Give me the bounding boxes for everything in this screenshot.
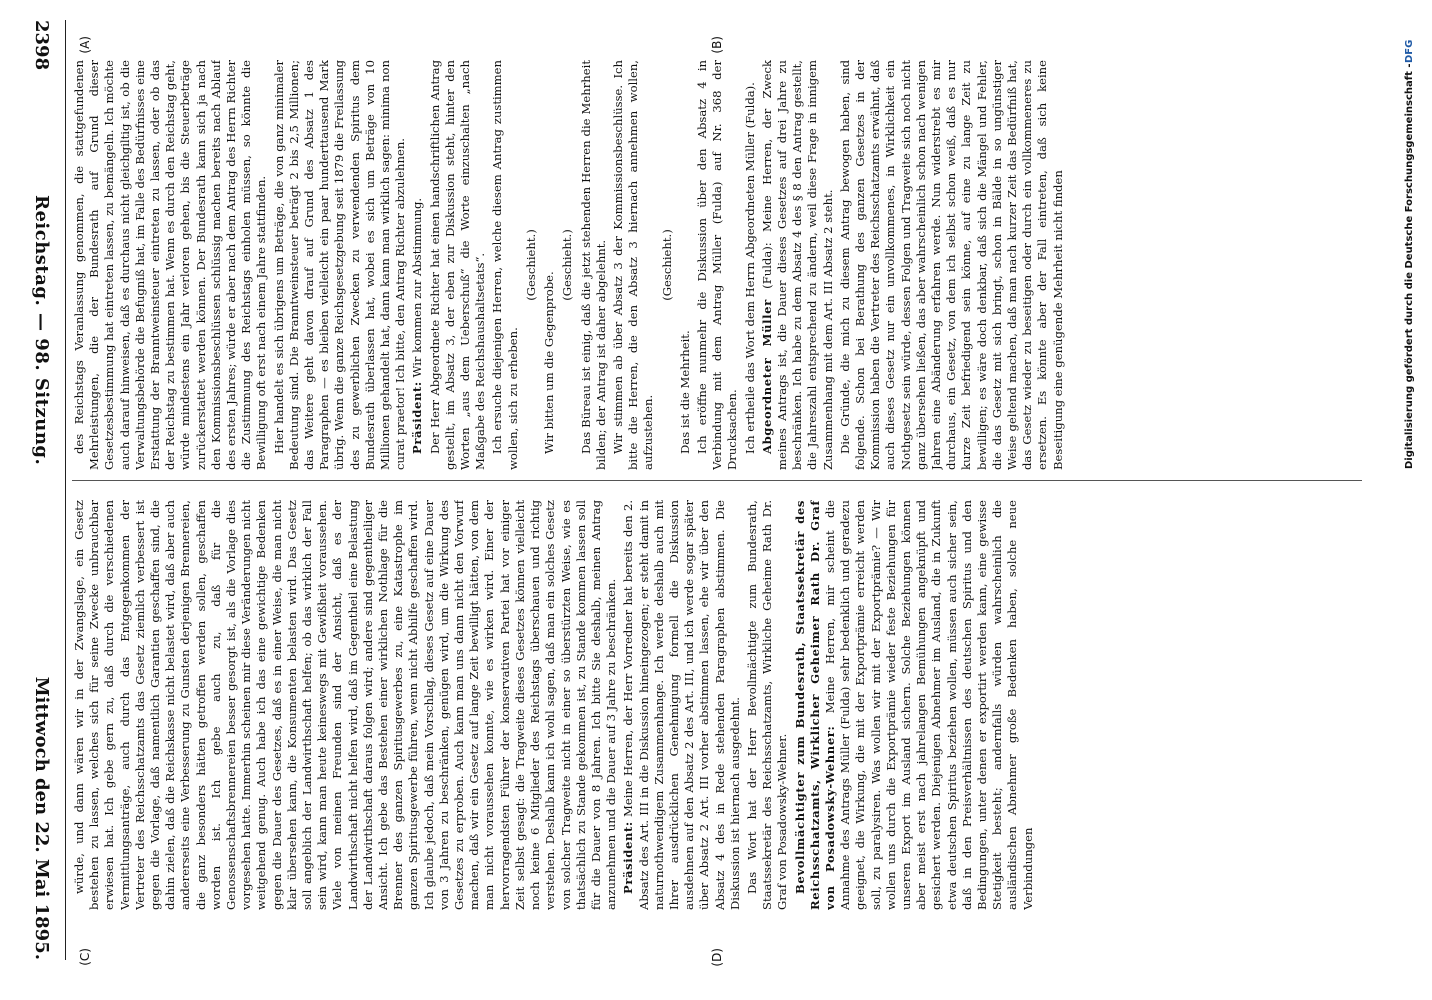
digitization-credit (1404, 40, 1422, 980)
paragraph: Das Büreau ist einig, daß die jetzt stehenden Herren die Mehrheit bilden; der Antrag ist daher abgelehnt. (578, 60, 608, 470)
speech-text: Wir kommen zur Abstimmung. (410, 197, 425, 378)
margin-marker-c: (C) (78, 948, 92, 966)
margin-marker-b: (B) (710, 36, 724, 54)
paragraph: Ich eröffne nunmehr die Diskussion über den Absatz 4 in Verbindung mit dem Antrag Müller (Fulda) auf Nr. 368 der Drucksachen. (694, 60, 740, 470)
speaker-name: Bevollmächtigter zum Bundesrath, Staatssekretär des Reichsschatzamts, Wirklicher Geheimer Rath Dr. Graf von Posadowsky-Wehner: (792, 500, 837, 910)
dfg-logo: DFG (1404, 40, 1415, 64)
speaker-name: Abgeordneter Müller (759, 299, 774, 454)
paragraph (793, 500, 1036, 910)
speaker-name: Präsident: (410, 381, 425, 454)
paragraph: Wir bitten um die Gegenprobe. (542, 271, 557, 454)
paragraph (621, 500, 743, 910)
paragraph: des Reichstags Veranlassung genommen, die stattgefundenen Mehrleistungen, die der Bundesrath auf Grund dieser Gesetzesbestimmung hat eintreten lassen, zu bemängeln. Ich möchte auch darauf hinweisen, daß es durchaus nicht gleichgiltig ist, ob die Verwaltungsbehörde die Befugniß hat, im Falle des Bedürfnisses eine Erstattung der Branntweinsteuer eintreten zu lassen, oder ob das der Reichstag zu bestimmen hat. Wenn es durch den Reichstag geht, würde mindestens ein Jahr verloren gehen, bis die Steuerbeträge zurückerstattet werden können. Der Bundesrath kann sich ja nach den Kommissionsbeschlüssen schlüssig machen bereits nach Ablauf des ersten Jahres; würde er aber nach dem Antrag des Herrn Richter die Zustimmung des Reichstags einholen müssen, so könnte die Bewilligung oft erst nach einem Jahre stattfinden. (72, 60, 269, 470)
speech-text: (Fulda): Meine Herren, der Zweck meines Antrags ist, die Dauer dieses Gesetzes auf drei Jahre zu beschränken. Ich habe zu dem Absatz 4 des § 8 den Antrag gestellt, die Jahreszahl entsprechend zu ändern, weil diese Frage in innigem Zusammenhang mit dem Art. III Absatz 2 steht. (759, 60, 835, 470)
session-date: Mittwoch den 22. Mai 1895. (31, 676, 52, 960)
paragraph: Das Wort hat der Herr Bevollmächtigte zum Bundesrath, Staatssekretär des Reichsschatzamts, Wirkliche Geheime Rath Dr. Graf von Posadowsky-Wehner. (744, 500, 790, 910)
speech-text: Meine Herren, der Herr Vorredner hat bereits den 2. Absatz des Art. III in die Diskussion hineingezogen; er steht damit in naturnothwendigem Zusammenhange. Ich werde deshalb auch mit Ihrer ausdrücklichen Genehmigung formell die Diskussion ausdehnen auf den Absatz 2 des Art. III, und ich werde sogar später über Absatz 2 Art. III vorher abstimmen lassen, ehe wir über den Absatz 4 des in Rede stehenden Paragraphen abstimmen. Die Diskussion ist hiernach ausgedehnt. (621, 500, 742, 910)
paragraph: Das ist die Mehrheit. (677, 330, 692, 454)
paragraph (760, 60, 836, 470)
paragraph (410, 60, 425, 470)
stage-direction: (Geschieht.) (560, 229, 575, 301)
header-rule (65, 20, 66, 960)
page-header (22, 20, 58, 960)
left-column (72, 60, 1362, 470)
stage-direction: (Geschieht.) (523, 229, 538, 301)
speech-text: Meine Herren, mir scheint die Annahme des Antrags Müller (Fulda) sehr bedenklich und geradezu geeignet, die Wirkung, die mit der Exportprämie erreicht werden soll, zu paralysiren. Was wollen wir mit der Exportprämie? — Wir wollen uns durch die Exportprämie wieder feste Beziehungen für unseren Export im Ausland sichern. Solche Beziehungen können aber meist erst nach jahrelangen Bemühungen angeknüpft und gesichert werden. Diejenigen Abnehmer im Ausland, die in Zukunft etwa deutschen Spiritus beziehen wollen, müssen auch sicher sein, daß in den Preisverhältnissen des deutschen Spiritus und den Bedingungen, unter denen er exportirt werden kann, eine gewisse Stetigkeit besteht; andernfalls würden wahrscheinlich die ausländischen Abnehmer große Bedenken haben, solche neue Verbindungen (822, 500, 1035, 910)
credit-text: Digitalisierung gefördert durch die Deutsche Forschungsgemeinschaft - (1404, 63, 1415, 469)
margin-marker-d: (D) (710, 948, 724, 967)
running-title: Reichstag. — 98. Sitzung. (31, 195, 52, 466)
paragraph: Wir stimmen ab über Absatz 3 der Kommissionsbeschlüsse. Ich bitte die Herren, die den Absatz 3 hiernach annehmen wollen, aufzustehen. (610, 60, 656, 470)
stage-direction: (Geschieht.) (659, 229, 674, 301)
paragraph: Ich ersuche diejenigen Herren, welche diesem Antrag zustimmen wollen, sich zu erheben. (490, 60, 520, 470)
margin-marker-a: (A) (78, 36, 92, 54)
paragraph: Der Herr Abgeordnete Richter hat einen handschriftlichen Antrag gestellt, im Absatz 3, der eben zur Diskussion steht, hinter den Worten „aus dem Ueberschuß“ die Worte einzuschalten „nach Maßgabe des Reichshaushaltsetats“. (427, 60, 488, 470)
column-divider (72, 480, 1362, 481)
paragraph: Die Gründe, die mich zu diesem Antrag bewogen haben, sind folgende. Schon bei Berathung des ganzen Gesetzes in der Kommission haben die Vertreter des Reichsschatzamts erwähnt, daß auch dieses Gesetz nur ein unvollkommenes, in Wirklichkeit ein Nothgesetz sein würde, dessen Folgen und Tragweite sich noch nicht ganz übersehen ließen, das aber wahrscheinlich schon nach wenigen Jahren eine Abänderung erfahren werde. Nun widerstrebt es mir durchaus, ein Gesetz, von dem ich selbst schon weiß, daß es nur kurze Zeit befriedigend sein könne, auf eine zu lange Zeit zu bewilligen; es wäre doch denkbar, daß sich die Mängel und Fehler, die das Gesetz mit sich bringt, schon in Bälde in so ungünstiger Weise geltend machen, daß man nach kurzer Zeit das Bedürfniß hat, das Gesetz wieder zu beseitigen oder durch ein vollkommeneres zu ersetzen. Es könnte aber der Fall eintreten, daß sich keine Beseitigung eine genügende Mehrheit nicht finden (837, 60, 1065, 470)
paragraph: Hier handelt es sich übrigens um Beträge, die von ganz minimaler Bedeutung sind. Die Branntweinsteuer beträgt 2 bis 2,5 Millionen; das Weitere geht davon drauf auf Grund des Absatz 1 des Paragraphen — es bleiben vielleicht ein paar hunderttausend Mark übrig. Wenn die ganze Reichsgesetzgebung seit 1879 die Freilassung des zu gewerblichen Zwecken zu verwendenden Spiritus dem Bundesrath überlassen hat, wobei es sich um Beträge von 10 Millionen gehandelt hat, dann kann man wirklich sagen: minima non curat praetor! Ich bitte, den Antrag Richter abzulehnen. (271, 60, 408, 470)
paragraph: würde, und dann wären wir in der Zwangslage, ein Gesetz bestehen zu lassen, welches sich für seine Zwecke unbrauchbar erwiesen hat. Ich gebe gern zu, daß durch die verschiedenen Vermittlungsanträge, auch durch das Entgegenkommen der Vertreter des Reichsschatzamts das Gesetz ziemlich verbessert ist gegen die Vorlage, daß namentlich Garantien geschaffen sind, die dahin zielen, daß die Reichskasse nicht belastet wird, daß aber auch andererseits eine Verbesserung zu Gunsten derjenigen Brennereien, die ganz besonders hätten getroffen werden sollen, geschaffen worden ist. Ich gebe auch zu, daß für die Genossenschaftsbrennereien besser gesorgt ist, als die Vorlage dies vorgesehen hatte. Immerhin scheinen mir diese Veränderungen nicht weitgehend genug. Auch habe ich das eine gewichtige Bedenken gegen die Dauer des Gesetzes, daß es in einer Weise, die man nicht klar übersehen kann, die Konsumenten belasten wird. Das Gesetz soll angeblich der Landwirthschaft helfen; ob das wirklich der Fall sein wird, kann man heute keineswegs mit Gewißheit voraussehen. Viele von meinen Freunden sind der Ansicht, daß es der Landwirthschaft nicht helfen wird, daß im Gegentheil eine Belastung der Landwirthschaft daraus folgen wird; andere sind gegentheiliger Ansicht. Ich gebe das Bestehen einer wirklichen Nothlage für die Brenner des ganzen Spiritusgewerbes zu, eine Katastrophe im ganzen Spiritusgewerbe führen, wenn nicht Abhilfe geschaffen wird. Ich glaube jedoch, daß mein Vorschlag, dieses Gesetz auf eine Dauer von 3 Jahren zu beschränken, genügen wird, um die Wirkung des Gesetzes zu erproben. Auch kann man uns dann nicht den Vorwurf machen, daß wir ein Gesetz auf lange Zeit bewilligt hätten, von dem man nicht voraussehen konnte, wie es wirken wird. Einer der hervorragendsten Führer der konservativen Partei hat vor einiger Zeit selbst gesagt: die Tragweite dieses Gesetzes können vielleicht noch keine 6 Mitglieder des Reichstags überschauen und richtig verstehen. Deshalb kann ich wohl sagen, daß man ein solches Gesetz von solcher Tragweite nicht in einer so überstürzten Weise, wie es thatsächlich zu Stande gekommen ist, zu Stande kommen lassen soll für die Dauer von 8 Jahren. Ich bitte Sie deshalb, meinen Antrag anzunehmen und die Dauer auf 3 Jahre zu beschränken. (72, 500, 619, 910)
right-column (72, 500, 1362, 910)
speaker-name: Präsident: (621, 821, 636, 894)
page-number: 2398 (31, 20, 52, 71)
paragraph: Ich ertheile das Wort dem Herrn Abgeordneten Müller (Fulda). (742, 82, 757, 454)
